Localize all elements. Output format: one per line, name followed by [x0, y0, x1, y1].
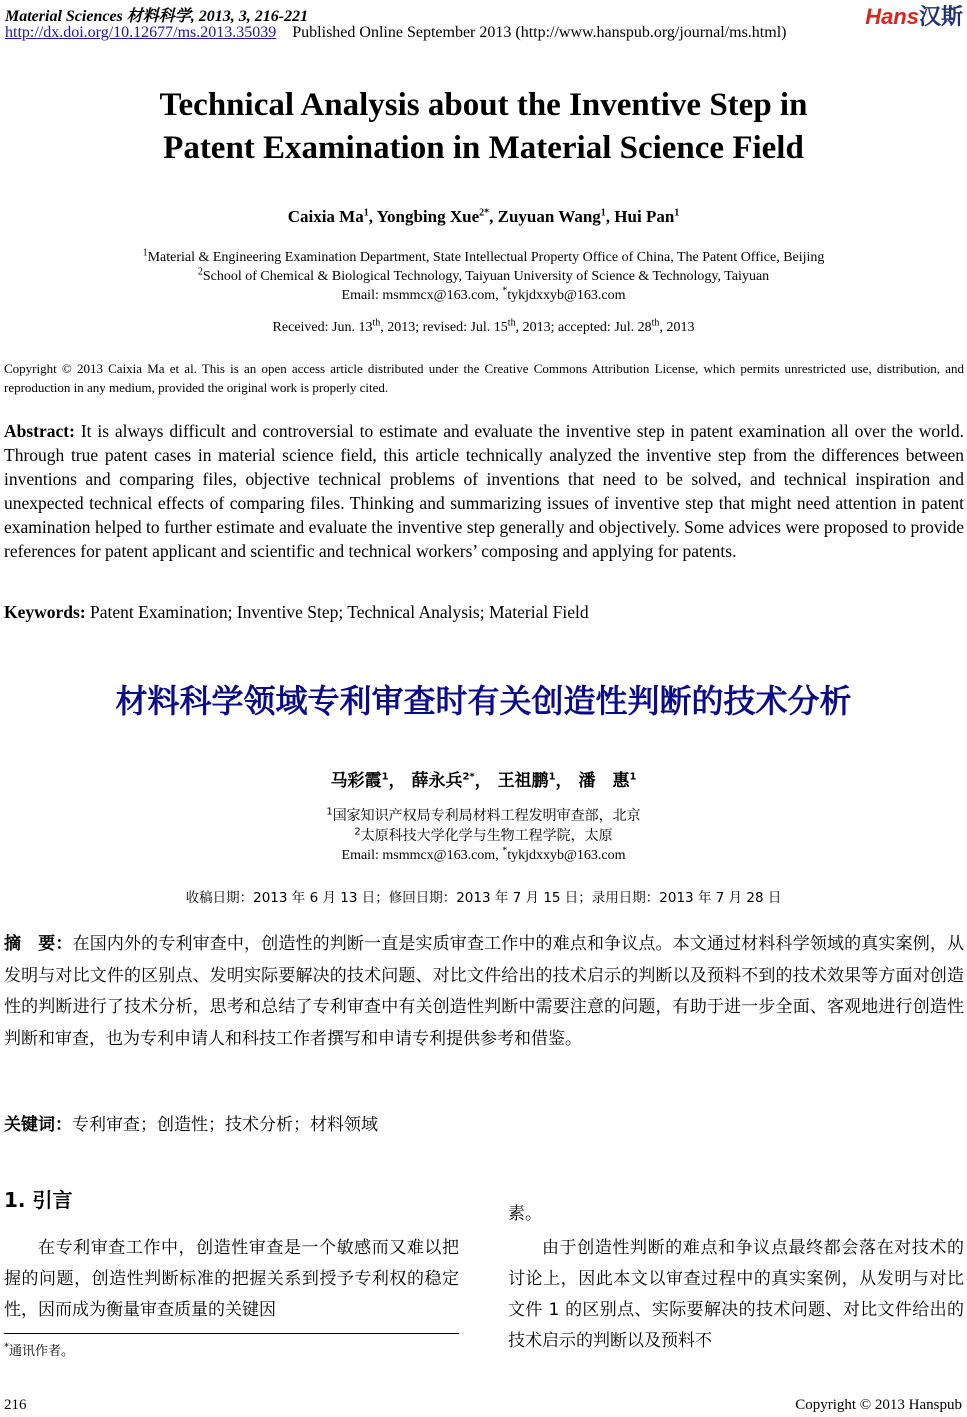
affiliation-1: $^1$Material & Engineering Examination Department, State Intellectual Property Office of China, The Patent Office, Beijing	[142, 247, 825, 265]
title-en-line1: Technical Analysis about the Inventive Step in	[159, 87, 808, 123]
author-name: Hui Pan	[614, 207, 675, 226]
doi-line	[5, 24, 786, 42]
right-column-paragraph: 由于创造性判断的难点和争议点最终都会落在对技术的讨论上，因此本文以审查过程中的真实案例，从发明与对比文件 1 的区别点、实际要解决的技术问题、对比文件给出的技术启示的判断以及预料不	[508, 1238, 964, 1351]
author-sup: 2*	[479, 207, 490, 219]
email-cn: Email: msmmcx@163.com, *tykjdxxyb@163.com	[341, 845, 626, 863]
doi-link[interactable]: http://dx.doi.org/10.12677/ms.2013.35039	[5, 24, 277, 41]
logo-en: Hans	[865, 4, 919, 29]
keywords-text: Patent Examination; Inventive Step; Technical Analysis; Material Field	[85, 602, 589, 622]
abstract-en	[4, 419, 964, 563]
affiliation-cn-2: $^2$太原科技大学化学与生物工程学院，太原	[354, 826, 613, 844]
affiliations-en	[0, 248, 967, 305]
affiliation-2: $^2$School of Chemical & Biological Technology, Taiyuan University of Science & Technology, Taiyuan	[197, 266, 770, 284]
author-name: Yongbing Xue	[376, 207, 480, 226]
dates-cn: 收稿日期：2013 年 6 月 13 日；修回日期：2013 年 7 月 15 日；录用日期：2013 年 7 月 28 日	[185, 890, 782, 906]
keywords-label: Keywords:	[4, 602, 86, 622]
footnote: *通讯作者。	[4, 1341, 75, 1359]
title-cn: 材料科学领域专利审查时有关创造性判断的技术分析	[115, 682, 852, 720]
keywords-cn-label: 关键词：	[4, 1115, 72, 1135]
abstract-label: Abstract:	[4, 421, 75, 441]
journal-header: Material Sciences 材料科学, 2013, 3, 216-221	[5, 8, 309, 25]
right-column-continuation: 素。	[508, 1204, 542, 1224]
abstract-cn-text: 在国内外的专利审查中，创造性的判断一直是实质审查工作中的难点和争议点。本文通过材料科学领域的真实案例，从发明与对比文件的区别点、发明实际要解决的技术问题、对比文件给出的技术启示的判断以及预料不到的技术效果等方面对创造性的判断进行了技术分析，思考和总结了专利审查中有关创造性判断中需要注意的问题，有助于进一步全面、客观地进行创造性判断和审查，也为专利申请人和科技工作者撰写和申请专利提供参考和借鉴。	[4, 934, 965, 1049]
copyright-notice: Copyright © 2013 Caixia Ma et al. This is an open access article distributed under the Creative Commons Attribution License, which permits unrestricted use, distribution, and reproduction in any medium, provided the original work is properly cited.	[4, 361, 964, 395]
email-en: Email: msmmcx@163.com, *tykjdxxyb@163.com	[341, 285, 626, 303]
author-name: Caixia Ma	[287, 207, 364, 226]
abstract-cn	[4, 929, 964, 1055]
left-column-paragraph: 在专利审查工作中，创造性审查是一个敏感而又难以把握的问题，创造性判断标准的把握关系到授予专利权的稳定性，因而成为衡量审查质量的关键因	[4, 1238, 459, 1320]
affiliations-cn	[0, 806, 967, 866]
authors-en: Caixia Ma$^1$, Yongbing Xue$^{2*}$, Zuyuan Wang$^1$, Hui Pan$^1$	[287, 207, 680, 226]
keywords-en	[4, 602, 589, 623]
title-en	[0, 84, 967, 170]
title-en-line2: Patent Examination in Material Science Field	[163, 130, 804, 166]
hans-logo	[865, 0, 963, 31]
page-number: 216	[4, 1397, 27, 1413]
author-sup: 1	[674, 207, 680, 219]
author-sup: 1	[363, 207, 369, 219]
published-online: Published Online September 2013 (http://www.hanspub.org/journal/ms.html)	[292, 24, 787, 41]
author-sup: 1	[600, 207, 606, 219]
affiliation-cn-1: $^1$国家知识产权局专利局材料工程发明审查部，北京	[326, 806, 641, 824]
authors-cn: 马彩霞$^1$， 薛永兵$^{2*}$， 王祖鹏$^1$， 潘 惠$^1$	[330, 771, 637, 791]
section-heading: 1. 引言	[4, 1188, 73, 1212]
abstract-cn-label: 摘 要：	[4, 934, 73, 954]
logo-cn: 汉斯	[918, 4, 963, 29]
dates-en: Received: Jun. 13th, 2013; revised: Jul. 15th, 2013; accepted: Jul. 28th, 2013	[272, 317, 695, 335]
footer-copyright: Copyright © 2013 Hanspub	[795, 1397, 962, 1413]
author-name: Zuyuan Wang	[497, 207, 601, 226]
abstract-text: It is always difficult and controversial to estimate and evaluate the inventive step in patent examination all over the world. Through true patent cases in material science field, this article technically analyzed the inventive step from the differences between inventions and comparing files, objective technical problems of inventions that need to be solved, and technical inspiration and unexpected technical effects of comparing files. Thinking and summarizing issues of inventive step that might need attention in patent examination helped to further estimate and evaluate the inventive step generally and objectively. Some advices were proposed to provide references for patent applicant and scientific and technical workers’ composing and applying for patents.	[4, 421, 964, 561]
keywords-cn-text: 专利审查；创造性；技术分析；材料领域	[72, 1115, 378, 1135]
footnote-divider	[4, 1333, 459, 1334]
keywords-cn	[4, 1110, 378, 1135]
